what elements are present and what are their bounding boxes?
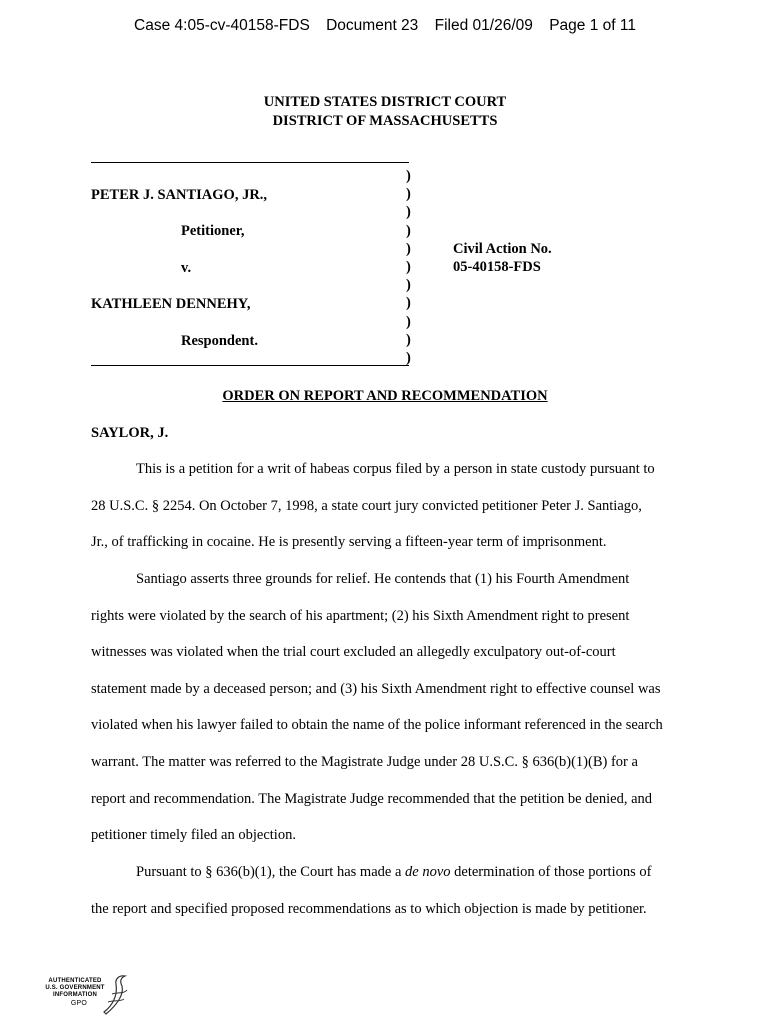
caption-parenthesis-column (406, 167, 411, 367)
gpo-logo-mark: GPO (70, 1000, 88, 1007)
caption-paren: ) (406, 204, 411, 221)
body-line: statement made by a deceased person; and (3) his Sixth Amendment right to effective counsel was (91, 681, 661, 697)
caption-paren: ) (406, 240, 411, 257)
caption-paren: ) (406, 295, 411, 312)
body-line-de-novo (136, 864, 651, 881)
de-novo-italic: de novo (405, 864, 451, 880)
text-segment: Pursuant to § 636(b)(1), the Court has made a (136, 864, 406, 880)
body-line: rights were violated by the search of his apartment; (2) his Sixth Amendment right to present (91, 608, 630, 624)
petitioner-name: PETER J. SANTIAGO, JR., (91, 187, 268, 203)
body-line: Santiago asserts three grounds for relief. He contends that (1) his Fourth Amendment (136, 571, 630, 587)
court-name: UNITED STATES DISTRICT COURT (263, 94, 507, 110)
caption-paren: ) (406, 186, 411, 203)
text-segment: determination of those portions of (450, 864, 652, 880)
caption-top-rule (91, 162, 409, 163)
versus: v. (181, 260, 192, 276)
caption-paren: ) (406, 222, 411, 239)
gpo-logo-line: INFORMATION (52, 992, 98, 998)
body-line: witnesses was violated when the trial court excluded an allegedly exculpatory out-of-court (91, 644, 616, 660)
respondent-role: Respondent. (181, 333, 258, 349)
body-line: Jr., of trafficking in cocaine. He is presently serving a fifteen-year term of imprisonment. (91, 534, 607, 550)
eagle-icon (98, 972, 130, 1018)
gpo-authentication-logo (40, 972, 130, 1018)
gpo-logo-line: U.S. GOVERNMENT (45, 985, 105, 991)
body-line: 28 U.S.C. § 2254. On October 7, 1998, a state court jury convicted petitioner Peter J. Santiago, (91, 498, 642, 514)
caption-paren: ) (406, 350, 411, 367)
case-number: Case 4:05-cv-40158-FDS (134, 17, 310, 34)
filed-date: Filed 01/26/09 (434, 17, 533, 34)
filing-stamp-header (0, 17, 770, 35)
judge-name: SAYLOR, J. (91, 425, 169, 441)
caption-paren: ) (406, 277, 411, 294)
court-district: DISTRICT OF MASSACHUSETTS (272, 113, 498, 129)
body-line: report and recommendation. The Magistrate Judge recommended that the petition be denied, and (91, 791, 653, 807)
caption-paren: ) (406, 168, 411, 184)
civil-action-number: 05-40158-FDS (453, 259, 541, 275)
document-number: Document 23 (326, 17, 419, 34)
order-title: ORDER ON REPORT AND RECOMMENDATION (222, 388, 548, 404)
body-line: warrant. The matter was referred to the Magistrate Judge under 28 U.S.C. § 636(b)(1)(B) for a (91, 754, 638, 770)
gpo-logo-line: AUTHENTICATED (48, 978, 102, 984)
body-line: the report and specified proposed recommendations as to which objection is made by petitioner. (91, 901, 647, 917)
civil-action-label: Civil Action No. (453, 241, 552, 257)
body-line: violated when his lawyer failed to obtain the name of the police informant referenced in the search (91, 717, 663, 733)
body-line: This is a petition for a writ of habeas corpus filed by a person in state custody pursuant to (136, 461, 655, 477)
petitioner-role: Petitioner, (181, 223, 245, 239)
caption-paren: ) (406, 331, 411, 348)
page-indicator: Page 1 of 11 (549, 17, 636, 34)
caption-bottom-rule (91, 365, 409, 366)
respondent-name: KATHLEEN DENNEHY, (91, 296, 251, 312)
caption-paren: ) (406, 313, 411, 330)
caption-paren: ) (406, 259, 411, 276)
body-line: petitioner timely filed an objection. (91, 827, 296, 843)
